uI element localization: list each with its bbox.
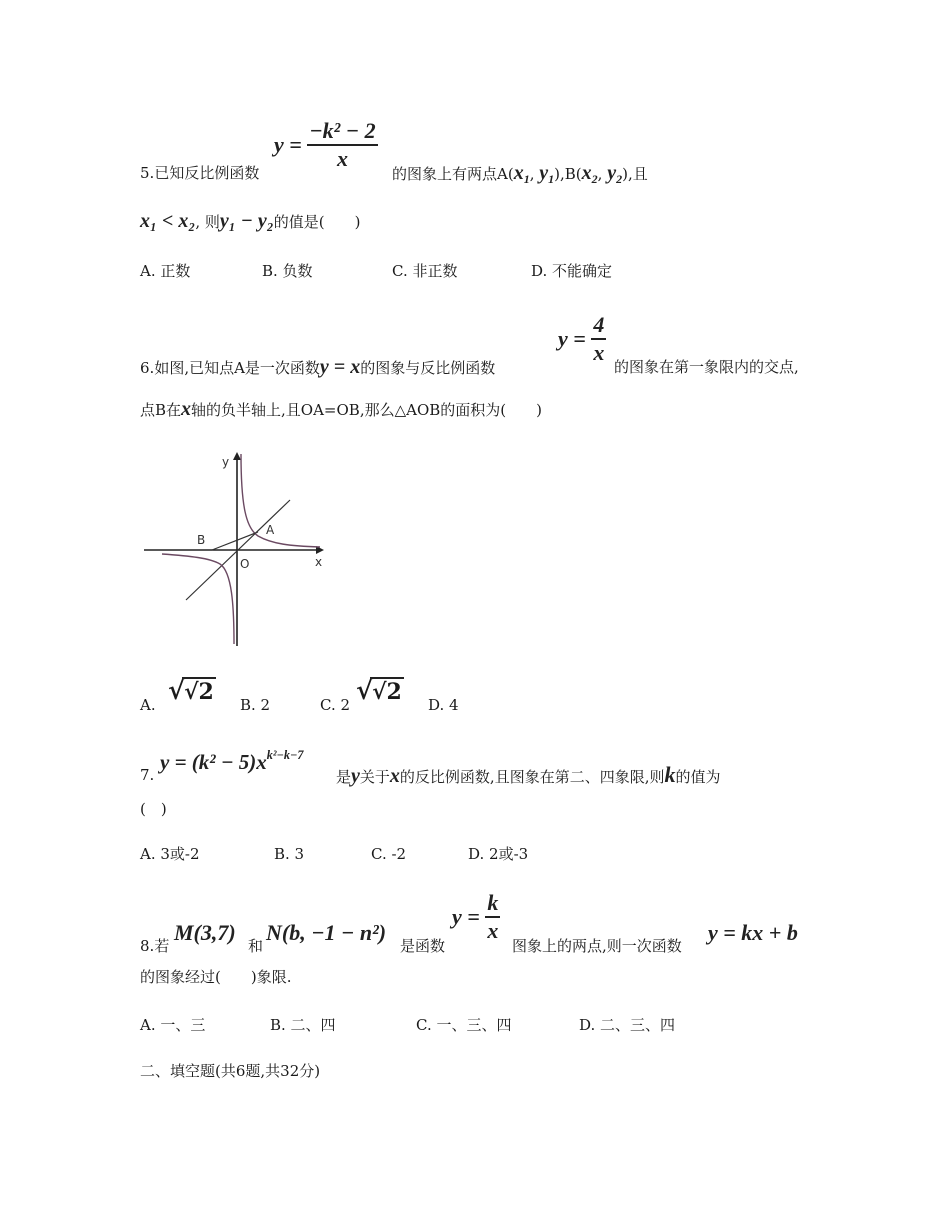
q6-figure <box>140 446 340 652</box>
q6-line2-b: 轴的负半轴上,且OA=OB,那么△AOB的面积为( ) <box>191 401 542 419</box>
q8-option-b: B. 二、四 <box>270 1016 336 1034</box>
q6-line1 <box>140 358 495 377</box>
q5-formula <box>274 118 378 172</box>
q5-text-end: ),且 <box>622 165 648 183</box>
section-title: 二、填空题(共6题,共32分) <box>140 1062 321 1080</box>
q8-formula-m: M(3,7) <box>174 920 236 945</box>
q6-option-d: D. 4 <box>428 696 459 714</box>
q7-y: y <box>351 765 360 787</box>
q8-formula-fn <box>452 890 500 944</box>
q6-option-c-label: C. 2 <box>320 696 351 714</box>
q8-fraction <box>485 890 500 944</box>
q8-option-a: A. 一、三 <box>140 1016 206 1034</box>
q6-option-a-radical: √√2 <box>168 676 214 706</box>
q7-option-a: A. 3或-2 <box>140 845 200 863</box>
q7-formula-exponent: k²−k−7 <box>266 748 304 762</box>
q8-formula-fn-lhs: y = <box>452 904 480 929</box>
q7-formula <box>160 748 303 775</box>
q7-option-c: C. -2 <box>371 845 407 863</box>
q5-comma-2: , <box>597 165 603 183</box>
segment-ob <box>212 532 258 550</box>
q6-option-c-radical: √√2 <box>356 676 402 706</box>
label-o: O <box>240 557 250 571</box>
q5-text-b: ),B( <box>554 165 582 183</box>
q6-line2-x: x <box>181 398 192 420</box>
q7-text2: 关于 <box>359 768 390 786</box>
q5-comma-1: , <box>529 165 535 183</box>
q5-tail: 的值是( ) <box>273 213 361 231</box>
q8-text2: 和 <box>248 937 264 955</box>
hyperbola-branch-2 <box>162 554 234 644</box>
q8-option-d: D. 二、三、四 <box>579 1016 676 1034</box>
q5-option-d: D. 不能确定 <box>531 262 613 280</box>
q6-option-c-value: √2 <box>372 679 402 705</box>
q7-line2: ( ) <box>140 800 167 818</box>
q5-y2: $y_2$ <box>607 162 623 186</box>
q5-condition: x₁ < x₂ <box>140 210 196 232</box>
q6-fraction-numerator: 4 <box>591 312 606 340</box>
q6-text3: 的图象在第一象限内的交点, <box>614 358 799 376</box>
q6-formula-1: y = x <box>319 356 361 378</box>
label-b: B <box>197 533 206 547</box>
q6-formula-2 <box>558 312 606 366</box>
q7-k: k <box>664 762 676 787</box>
y-axis-arrow <box>233 452 241 460</box>
q8-formula-n: N(b, −1 − n²) <box>266 920 387 945</box>
q7-line1 <box>140 766 154 784</box>
q6-line2 <box>140 400 542 419</box>
q7-line1-right <box>336 762 721 787</box>
q5-text-before: 已知反比例函数 <box>154 164 260 182</box>
q6-fraction-denominator: x <box>593 340 605 365</box>
q8-option-c: C. 一、三、四 <box>416 1016 512 1034</box>
q7-text3: 的反比例函数,且图象在第二、四象限,则 <box>399 768 665 786</box>
q5-line2 <box>140 212 360 231</box>
q8-text3: 是函数 <box>400 937 446 955</box>
q7-option-b: B. 3 <box>274 845 305 863</box>
hyperbola-branch-1 <box>241 454 320 547</box>
q5-x1: $x_1$ <box>513 162 530 186</box>
q7-formula-base: y = (k² − 5)x <box>160 750 267 774</box>
q7-number: 7. <box>140 766 155 784</box>
q5-option-a: A. 正数 <box>140 262 191 280</box>
q6-fraction <box>591 312 606 366</box>
q5-fraction-denominator: x <box>336 146 348 171</box>
q5-text-mid: 的图象上有两点A( <box>392 165 514 183</box>
q5-option-b: B. 负数 <box>262 262 313 280</box>
q6-text1: 如图,已知点A是一次函数 <box>154 359 320 377</box>
q6-text2: 的图象与反比例函数 <box>360 359 496 377</box>
q6-option-a-label: A. <box>140 696 156 714</box>
q8-fraction-numerator: k <box>485 890 500 918</box>
q5-y1: $y_1$ <box>539 162 555 186</box>
label-a: A <box>266 523 275 537</box>
q5-line1-right <box>392 164 648 188</box>
label-y: y <box>222 455 230 469</box>
q5-fraction <box>307 118 377 172</box>
q7-x: x <box>389 765 400 787</box>
q7-text1: 是 <box>336 768 352 786</box>
q5-fraction-numerator: −k² − 2 <box>307 118 377 146</box>
q5-option-c: C. 非正数 <box>392 262 458 280</box>
q8-line2: 的图象经过( )象限. <box>140 968 292 986</box>
q6-option-a-value: √2 <box>184 679 214 705</box>
q5-then: , 则 <box>195 213 220 231</box>
q8-formula-lin: y = kx + b <box>708 920 798 945</box>
q5-x2: $x_2$ <box>581 162 598 186</box>
q6-option-b: B. 2 <box>240 696 271 714</box>
q8-fraction-denominator: x <box>487 918 499 943</box>
label-x: x <box>315 555 323 569</box>
q8-text1: 若 <box>154 937 170 955</box>
q5-expression: y₁ − y₂ <box>219 210 274 232</box>
q5-line1 <box>140 164 259 182</box>
q8-text4: 图象上的两点,则一次函数 <box>512 937 682 955</box>
q5-number: 5. <box>140 164 155 182</box>
q8-number: 8. <box>140 937 155 955</box>
q7-option-d: D. 2或-3 <box>468 845 529 863</box>
q5-formula-lhs: y = <box>274 132 302 157</box>
q8-line1 <box>140 937 169 955</box>
q7-text4: 的值为 <box>675 768 721 786</box>
q6-formula-2-lhs: y = <box>558 326 586 351</box>
q6-number: 6. <box>140 359 155 377</box>
q6-line2-a: 点B在 <box>140 401 182 419</box>
